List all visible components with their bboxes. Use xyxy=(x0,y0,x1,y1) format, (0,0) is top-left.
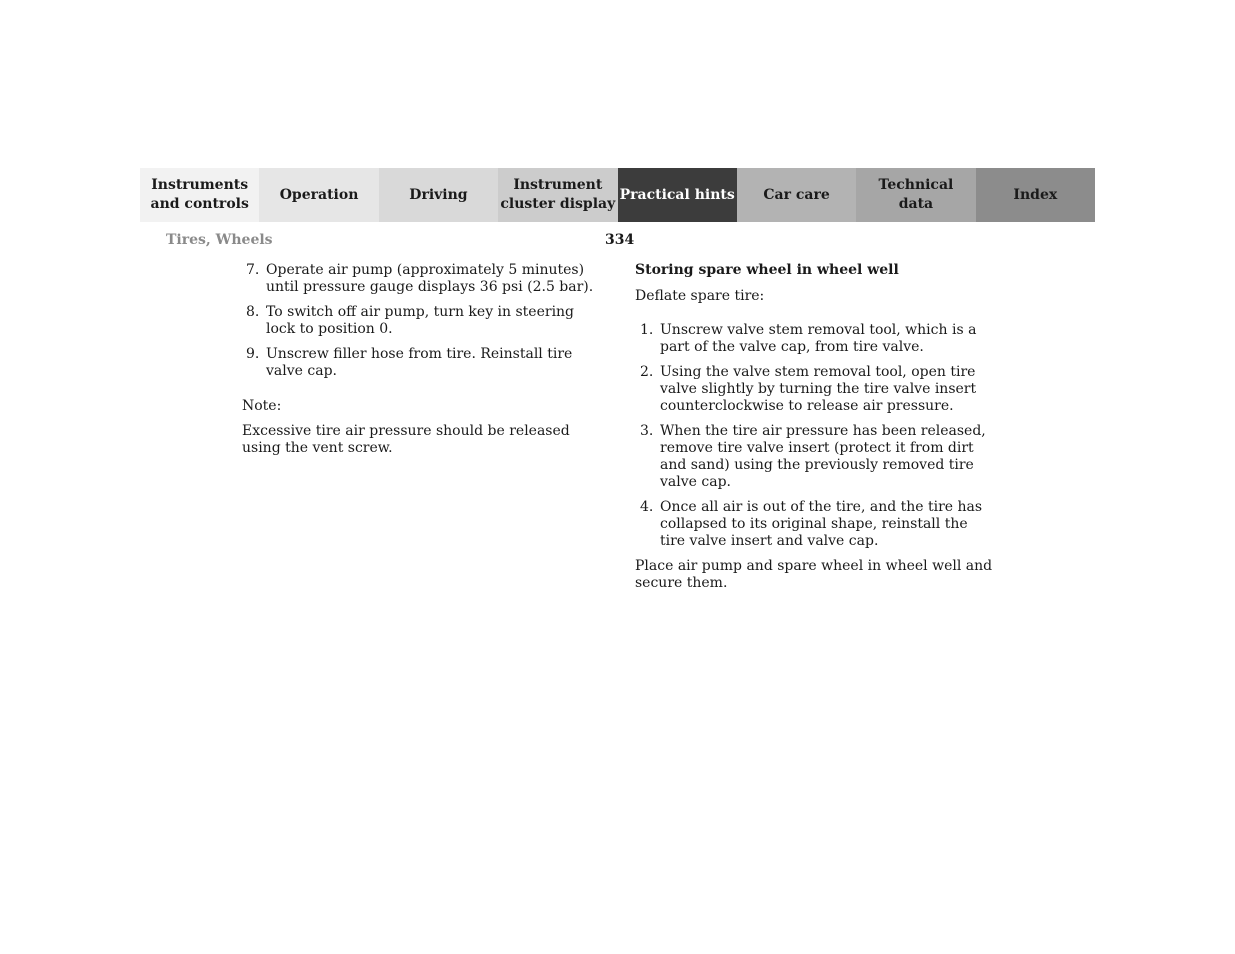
closing-text: Place air pump and spare wheel in wheel well and secure them. xyxy=(635,558,993,591)
list-item xyxy=(635,364,993,415)
step-number: 7. xyxy=(246,262,260,278)
list-item xyxy=(242,346,604,380)
step-number: 2. xyxy=(640,364,654,380)
left-step-list xyxy=(242,262,604,380)
right-column xyxy=(635,262,993,600)
note-label: Note: xyxy=(242,398,282,414)
note-text: Excessive tire air pressure should be released using the vent screw. xyxy=(242,423,570,456)
step-text: Operate air pump (approximately 5 minutes) until pressure gauge displays 36 psi (2.5 bar). xyxy=(266,262,594,295)
tab-operation[interactable]: Operation xyxy=(259,168,378,222)
page-number: 334 xyxy=(605,232,635,248)
step-number: 8. xyxy=(246,304,260,320)
tab-instrument-cluster-display[interactable]: Instrument cluster display xyxy=(498,168,617,222)
list-item xyxy=(242,304,604,338)
step-text: Once all air is out of the tire, and the tire has collapsed to its original shape, reinstall the tire valve insert and valve cap. xyxy=(660,499,983,549)
section-heading: Storing spare wheel in wheel well xyxy=(635,262,899,278)
tab-technical-data[interactable]: Technical data xyxy=(856,168,975,222)
tab-driving[interactable]: Driving xyxy=(379,168,498,222)
list-item xyxy=(242,262,604,296)
step-number: 1. xyxy=(640,322,654,338)
step-text: Unscrew filler hose from tire. Reinstall tire valve cap. xyxy=(266,346,573,379)
tab-instruments-and-controls[interactable]: Instruments and controls xyxy=(140,168,259,222)
tab-practical-hints[interactable]: Practical hints xyxy=(618,168,737,222)
step-text: To switch off air pump, turn key in steering lock to position 0. xyxy=(266,304,575,337)
left-column xyxy=(242,262,604,465)
tab-index[interactable]: Index xyxy=(976,168,1095,222)
step-text: Using the valve stem removal tool, open tire valve slightly by turning the tire valve insert counterclockwise to release air pressure. xyxy=(660,364,977,414)
section-title: Tires, Wheels xyxy=(166,232,273,248)
right-step-list xyxy=(635,322,993,550)
list-item xyxy=(635,499,993,550)
list-item xyxy=(635,423,993,491)
step-number: 9. xyxy=(246,346,260,362)
tab-car-care[interactable]: Car care xyxy=(737,168,856,222)
list-item xyxy=(635,322,993,356)
lead-text: Deflate spare tire: xyxy=(635,288,765,304)
chapter-tab-bar xyxy=(140,168,1095,222)
step-text: When the tire air pressure has been released, remove tire valve insert (protect it from dirt and sand) using the previously removed tire valve cap. xyxy=(660,423,986,490)
step-number: 3. xyxy=(640,423,654,439)
step-text: Unscrew valve stem removal tool, which is a part of the valve cap, from tire valve. xyxy=(660,322,977,355)
step-number: 4. xyxy=(640,499,654,515)
